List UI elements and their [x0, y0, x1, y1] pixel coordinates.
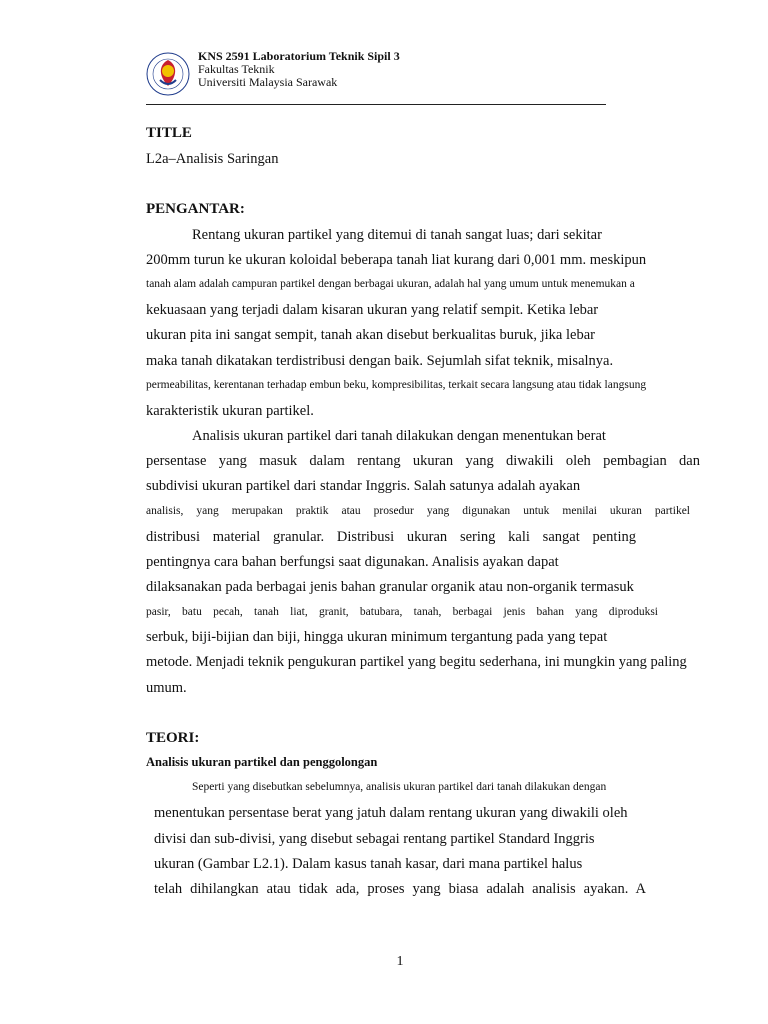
paragraph-line: karakteristik ukuran partikel. — [146, 403, 314, 419]
pengantar-heading: PENGANTAR: — [146, 201, 245, 217]
paragraph-line: tanah alam adalah campuran partikel dengan berbagai ukuran, adalah hal yang umum untuk menemukan a — [146, 278, 635, 290]
teori-subheading: Analisis ukuran partikel dan penggolongan — [146, 755, 378, 769]
paragraph-line: menentukan persentase berat yang jatuh dalam rentang ukuran yang diwakili oleh — [154, 805, 628, 821]
paragraph-line: ukuran (Gambar L2.1). Dalam kasus tanah kasar, dari mana partikel halus — [154, 856, 583, 872]
paragraph-line: maka tanah dikatakan terdistribusi dengan baik. Sejumlah sifat teknik, misalnya. — [146, 353, 614, 369]
paragraph-line: divisi dan sub-divisi, yang disebut sebagai rentang partikel Standard Inggris — [154, 831, 595, 847]
paragraph-line: 200mm turun ke ukuran koloidal beberapa tanah liat kurang dari 0,001 mm. meskipun — [146, 252, 647, 268]
paragraph-line: kekuasaan yang terjadi dalam kisaran ukuran yang relatif sempit. Ketika lebar — [146, 302, 599, 318]
document-header — [146, 50, 616, 110]
university-logo-icon — [146, 52, 190, 96]
paragraph-line: pasir, batu pecah, tanah liat, granit, batubara, tanah, berbagai jenis bahan yang diproduksi — [146, 606, 658, 618]
header-text — [198, 50, 400, 89]
course-title: KNS 2591 Laboratorium Teknik Sipil 3 — [198, 49, 400, 63]
paragraph-line: persentase yang masuk dalam rentang ukuran yang diwakili oleh pembagian dan — [146, 453, 700, 469]
faculty-name: Fakultas Teknik — [198, 62, 275, 76]
paragraph-line: subdivisi ukuran partikel dari standar Inggris. Salah satunya adalah ayakan — [146, 478, 581, 494]
title-text: L2a–Analisis Saringan — [146, 151, 279, 167]
paragraph-line: ukuran pita ini sangat sempit, tanah akan disebut berkualitas buruk, jika lebar — [146, 327, 595, 343]
paragraph-line: distribusi material granular. Distribusi ukuran sering kali sangat penting — [146, 529, 636, 545]
page-number: 1 — [396, 954, 404, 969]
paragraph-line: Rentang ukuran partikel yang ditemui di tanah sangat luas; dari sekitar — [192, 227, 602, 243]
title-heading: TITLE — [146, 125, 192, 141]
paragraph-line: serbuk, biji-bijian dan biji, hingga ukuran minimum tergantung pada yang tepat — [146, 629, 608, 645]
paragraph-line: telah dihilangkan atau tidak ada, proses yang biasa adalah analisis ayakan. A — [154, 881, 646, 897]
paragraph-line: metode. Menjadi teknik pengukuran partikel yang begitu sederhana, ini mungkin yang paling — [146, 654, 687, 670]
paragraph-line: analisis, yang merupakan praktik atau prosedur yang digunakan untuk menilai ukuran partikel — [146, 505, 690, 517]
paragraph-line: Analisis ukuran partikel dari tanah dilakukan dengan menentukan berat — [192, 428, 606, 444]
paragraph-line: Seperti yang disebutkan sebelumnya, analisis ukuran partikel dari tanah dilakukan dengan — [192, 781, 607, 793]
paragraph-line: pentingnya cara bahan berfungsi saat digunakan. Analisis ayakan dapat — [146, 554, 559, 570]
paragraph-line: dilaksanakan pada berbagai jenis bahan granular organik atau non-organik termasuk — [146, 579, 634, 595]
paragraph-line: umum. — [146, 680, 187, 696]
university-name: Universiti Malaysia Sarawak — [198, 75, 338, 89]
header-divider — [146, 104, 606, 105]
paragraph-line: permeabilitas, kerentanan terhadap embun beku, kompresibilitas, terkait secara langsung atau tidak langsung — [146, 379, 647, 391]
teori-heading: TEORI: — [146, 730, 200, 746]
